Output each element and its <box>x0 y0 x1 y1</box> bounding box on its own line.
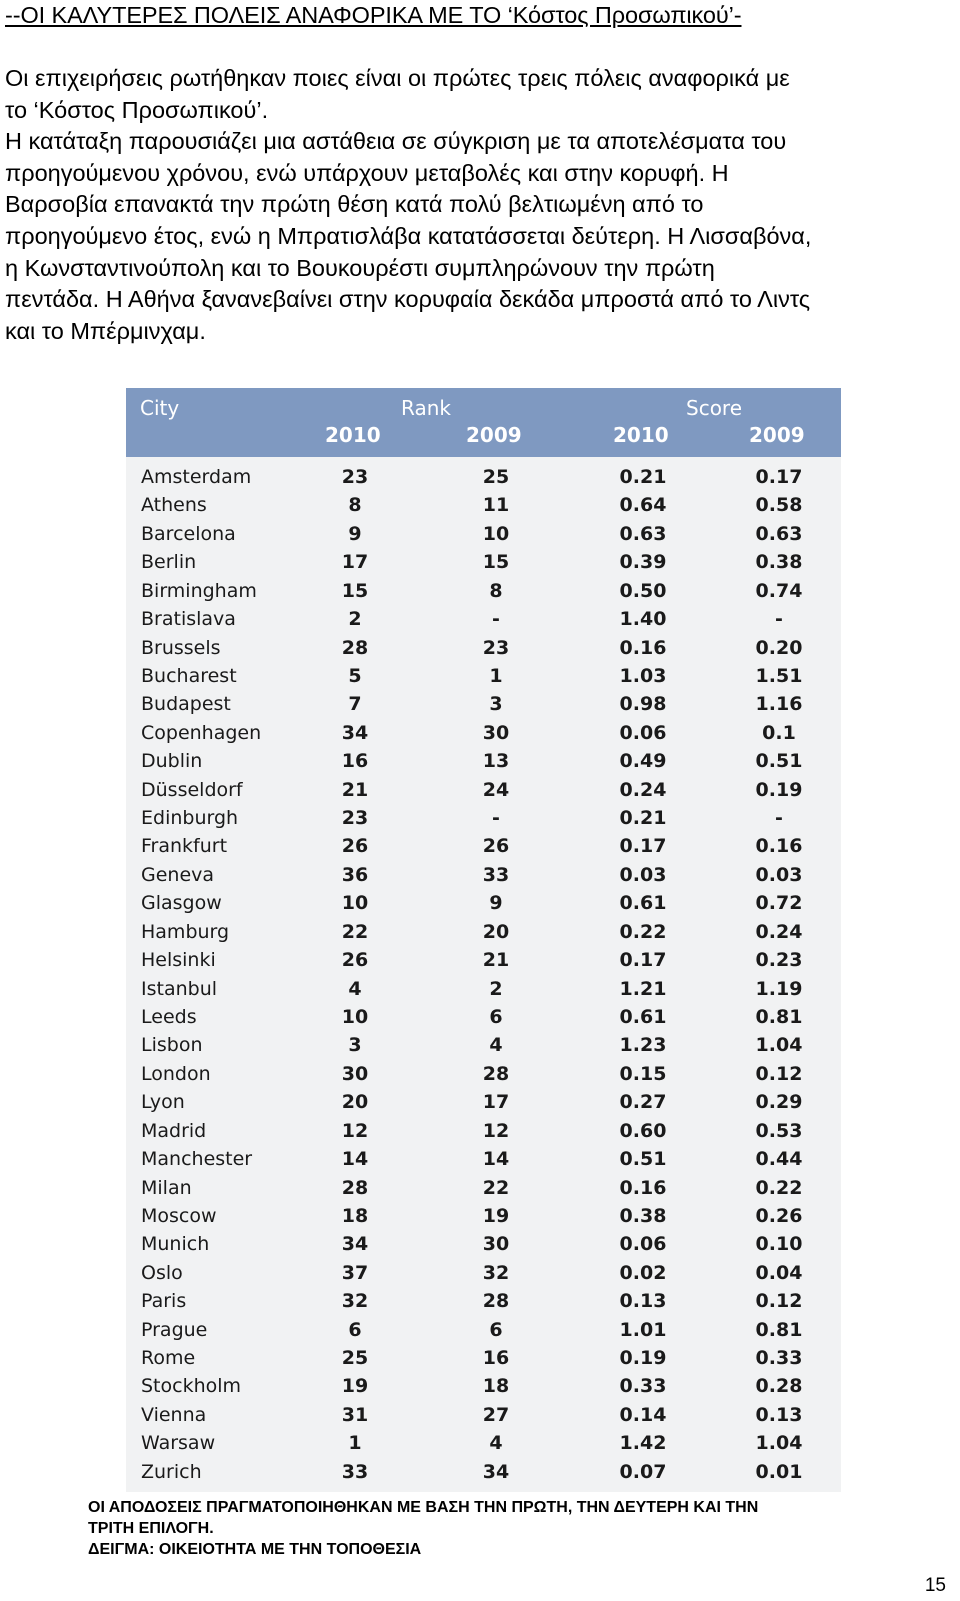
cell-score-2009: 0.04 <box>755 1261 803 1284</box>
cell-city: Edinburgh <box>141 807 239 830</box>
table-row <box>126 634 841 662</box>
cell-city: Prague <box>141 1318 208 1341</box>
cell-city: Budapest <box>141 693 231 716</box>
cell-score-2010: 0.38 <box>619 1204 667 1227</box>
cell-city: Istanbul <box>141 977 218 1000</box>
paragraph-line: προηγούμενο έτος, ενώ η Μπρατισλάβα κατατάσσεται δεύτερη. Η Λισσαβόνα, <box>5 222 812 249</box>
cell-score-2009: 0.23 <box>755 949 803 972</box>
cell-rank-2010: 31 <box>341 1403 369 1426</box>
cell-city: Berlin <box>141 551 197 574</box>
cell-score-2010: 0.06 <box>619 1233 667 1256</box>
cell-score-2010: 0.15 <box>619 1062 667 1085</box>
cell-score-2009: - <box>775 807 783 830</box>
table-row <box>126 1458 841 1486</box>
cell-score-2009: 1.51 <box>755 664 803 687</box>
cell-rank-2009: 27 <box>482 1403 510 1426</box>
cell-rank-2010: 26 <box>341 949 369 972</box>
cell-city: Amsterdam <box>141 466 252 488</box>
table-row <box>126 1117 841 1145</box>
cell-rank-2009: 8 <box>489 579 503 602</box>
cell-score-2010: 1.21 <box>619 977 667 1000</box>
table-row <box>126 577 841 605</box>
cell-city: Bratislava <box>141 608 236 631</box>
cell-score-2010: 1.42 <box>619 1432 667 1455</box>
cell-score-2010: 0.22 <box>619 920 667 943</box>
cell-city: Brussels <box>141 636 221 659</box>
cell-city: Birmingham <box>141 579 257 602</box>
cell-city: Copenhagen <box>141 721 262 744</box>
cell-score-2009: 0.53 <box>755 1119 803 1142</box>
cell-rank-2009: 34 <box>482 1460 510 1483</box>
cell-rank-2010: 36 <box>341 863 369 886</box>
cell-rank-2010: 9 <box>348 522 362 545</box>
table-row <box>126 1401 841 1429</box>
cell-score-2010: 0.16 <box>619 1176 667 1199</box>
table-row <box>126 1230 841 1258</box>
cell-score-2009: 0.26 <box>755 1204 803 1227</box>
cell-city: London <box>141 1062 211 1085</box>
paragraph-line: Βαρσοβία επανακτά την πρώτη θέση κατά πολύ βελτιωμένη από το <box>5 191 704 218</box>
cell-rank-2009: 20 <box>482 920 510 943</box>
cell-score-2010: 0.17 <box>619 835 667 858</box>
page-number: 15 <box>924 1575 946 1596</box>
page-heading: --ΟΙ ΚΑΛΥΤΕΡΕΣ ΠΟΛΕΙΣ ΑΝΑΦΟΡΙΚΑ ΜΕ ΤΟ ‘Κόστος Προσωπικού’- <box>5 2 742 28</box>
cell-score-2009: 0.03 <box>755 863 803 886</box>
cell-rank-2009: 10 <box>482 522 510 545</box>
table-row <box>126 1202 841 1230</box>
cell-rank-2010: 32 <box>341 1290 369 1313</box>
cell-rank-2010: 17 <box>341 551 369 574</box>
cell-score-2009: 0.13 <box>755 1403 803 1426</box>
table-row <box>126 1372 841 1400</box>
table-row <box>126 1031 841 1059</box>
table-row <box>126 918 841 946</box>
cell-city: Madrid <box>141 1119 207 1142</box>
table-row <box>126 1174 841 1202</box>
footer-note <box>88 1497 928 1560</box>
table-row <box>126 747 841 775</box>
cell-rank-2009: 28 <box>482 1290 510 1313</box>
cell-rank-2010: 18 <box>341 1204 369 1227</box>
cell-rank-2009: - <box>492 807 500 830</box>
cell-city: Paris <box>141 1290 187 1313</box>
cell-city: Glasgow <box>141 892 222 915</box>
cell-score-2009: 0.51 <box>755 750 803 773</box>
table-row <box>126 975 841 1003</box>
cell-score-2010: 0.06 <box>619 721 667 744</box>
cell-score-2009: 0.81 <box>755 1318 803 1341</box>
cell-score-2010: 0.33 <box>619 1375 667 1398</box>
cell-rank-2009: 28 <box>482 1062 510 1085</box>
table-row <box>126 662 841 690</box>
cell-rank-2010: 20 <box>341 1091 369 1114</box>
cell-score-2010: 0.61 <box>619 892 667 915</box>
cell-score-2009: 0.58 <box>755 494 803 517</box>
cell-rank-2009: 16 <box>482 1347 510 1370</box>
cell-rank-2009: 32 <box>482 1261 510 1284</box>
table-row <box>126 520 841 548</box>
cell-score-2009: - <box>775 608 783 631</box>
table-row <box>126 1060 841 1088</box>
cell-score-2010: 0.19 <box>619 1347 667 1370</box>
cell-city: Frankfurt <box>141 835 228 858</box>
intro-paragraph <box>5 63 955 347</box>
cell-city: Hamburg <box>141 920 230 943</box>
cell-rank-2010: 22 <box>341 920 369 943</box>
cell-rank-2009: 15 <box>482 551 510 574</box>
table-row <box>126 1003 841 1031</box>
cell-score-2009: 0.16 <box>755 835 803 858</box>
cell-score-2010: 0.24 <box>619 778 667 801</box>
cell-city: Leeds <box>141 1005 197 1028</box>
header-city: City <box>140 396 180 420</box>
cell-city: Stockholm <box>141 1375 242 1398</box>
table-row <box>126 804 841 832</box>
cell-score-2009: 0.63 <box>755 522 803 545</box>
cell-score-2009: 0.20 <box>755 636 803 659</box>
table-row <box>126 1145 841 1173</box>
cell-city: Milan <box>141 1176 192 1199</box>
cell-rank-2009: 4 <box>489 1034 503 1057</box>
cell-city: Athens <box>141 494 207 517</box>
header-score-2009: 2009 <box>749 423 805 447</box>
cell-score-2010: 0.02 <box>619 1261 667 1284</box>
cell-score-2010: 0.14 <box>619 1403 667 1426</box>
city-ranking-table <box>126 388 841 1492</box>
cell-score-2010: 0.98 <box>619 693 667 716</box>
table-row <box>126 1287 841 1315</box>
cell-score-2009: 0.22 <box>755 1176 803 1199</box>
cell-rank-2010: 4 <box>348 977 362 1000</box>
cell-city: Dublin <box>141 750 203 773</box>
cell-city: Düsseldorf <box>141 778 243 801</box>
cell-score-2009: 0.1 <box>762 721 796 744</box>
header-rank-2010: 2010 <box>325 423 381 447</box>
cell-score-2010: 0.64 <box>619 494 667 517</box>
cell-score-2010: 0.21 <box>619 807 667 830</box>
paragraph-line: η Κωνσταντινούπολη και το Βουκουρέστι συμπληρώνουν την πρώτη <box>5 254 715 281</box>
cell-score-2010: 0.03 <box>619 863 667 886</box>
cell-score-2009: 0.12 <box>755 1062 803 1085</box>
paragraph-line: το ‘Κόστος Προσωπικού’. <box>5 96 269 123</box>
cell-rank-2010: 28 <box>341 636 369 659</box>
cell-score-2010: 0.51 <box>619 1148 667 1171</box>
cell-rank-2009: 21 <box>482 949 510 972</box>
table-row <box>126 605 841 633</box>
cell-city: Rome <box>141 1347 196 1370</box>
cell-rank-2010: 10 <box>341 892 369 915</box>
cell-score-2010: 0.17 <box>619 949 667 972</box>
cell-score-2009: 0.72 <box>755 892 803 915</box>
table-row <box>126 946 841 974</box>
cell-rank-2010: 34 <box>341 1233 369 1256</box>
cell-score-2009: 0.81 <box>755 1005 803 1028</box>
cell-score-2010: 0.63 <box>619 522 667 545</box>
cell-rank-2009: 19 <box>482 1204 510 1227</box>
footer-sample-line: ΔΕΙΓΜΑ: ΟΙΚΕΙΟΤΗΤΑ ΜΕ ΤΗΝ ΤΟΠΟΘΕΣΙΑ <box>88 1541 422 1558</box>
cell-score-2009: 0.24 <box>755 920 803 943</box>
cell-rank-2009: 22 <box>482 1176 510 1199</box>
cell-score-2009: 0.38 <box>755 551 803 574</box>
cell-rank-2010: 14 <box>341 1148 369 1171</box>
cell-rank-2009: 11 <box>482 494 510 517</box>
cell-score-2009: 0.12 <box>755 1290 803 1313</box>
cell-city: Warsaw <box>141 1432 216 1455</box>
cell-city: Lyon <box>141 1091 185 1114</box>
cell-city: Barcelona <box>141 522 236 545</box>
table-row <box>126 889 841 917</box>
cell-rank-2009: 13 <box>482 750 510 773</box>
paragraph-line: Οι επιχειρήσεις ρωτήθηκαν ποιες είναι οι πρώτες τρεις πόλεις αναφορικά με <box>5 65 790 91</box>
cell-rank-2009: 6 <box>489 1318 503 1341</box>
cell-score-2009: 0.29 <box>755 1091 803 1114</box>
table-row <box>126 491 841 519</box>
cell-city: Manchester <box>141 1148 253 1171</box>
cell-rank-2010: 8 <box>348 494 362 517</box>
paragraph-line: και το Μπέρμινχαμ. <box>5 317 206 344</box>
cell-rank-2010: 12 <box>341 1119 369 1142</box>
cell-rank-2009: 25 <box>482 466 510 488</box>
cell-rank-2010: 5 <box>348 664 362 687</box>
cell-score-2009: 0.33 <box>755 1347 803 1370</box>
cell-score-2010: 1.40 <box>619 608 667 631</box>
table-row <box>126 1344 841 1372</box>
cell-rank-2010: 37 <box>341 1261 369 1284</box>
cell-rank-2010: 23 <box>341 807 369 830</box>
header-score: Score <box>686 396 743 420</box>
cell-score-2009: 1.04 <box>755 1034 803 1057</box>
cell-score-2010: 0.27 <box>619 1091 667 1114</box>
cell-score-2009: 1.16 <box>755 693 803 716</box>
cell-rank-2010: 30 <box>341 1062 369 1085</box>
cell-rank-2010: 3 <box>348 1034 362 1057</box>
cell-score-2009: 0.17 <box>755 466 803 488</box>
cell-score-2010: 1.03 <box>619 664 667 687</box>
cell-rank-2009: 6 <box>489 1005 503 1028</box>
cell-rank-2010: 21 <box>341 778 369 801</box>
cell-city: Oslo <box>141 1261 183 1284</box>
cell-score-2009: 0.19 <box>755 778 803 801</box>
cell-rank-2010: 16 <box>341 750 369 773</box>
cell-score-2010: 0.13 <box>619 1290 667 1313</box>
cell-rank-2010: 2 <box>348 608 362 631</box>
cell-city: Moscow <box>141 1204 217 1227</box>
cell-rank-2010: 23 <box>341 466 369 488</box>
cell-rank-2010: 10 <box>341 1005 369 1028</box>
cell-rank-2010: 25 <box>341 1347 369 1370</box>
cell-score-2010: 0.50 <box>619 579 667 602</box>
cell-city: Vienna <box>141 1403 207 1426</box>
cell-rank-2009: 26 <box>482 835 510 858</box>
table-row <box>126 463 841 491</box>
header-rank-2009: 2009 <box>466 423 522 447</box>
table-row <box>126 548 841 576</box>
cell-score-2009: 1.04 <box>755 1432 803 1455</box>
cell-rank-2010: 19 <box>341 1375 369 1398</box>
paragraph-line: προηγούμενου χρόνου, ενώ υπάρχουν μεταβολές και στην κορυφή. Η <box>5 159 729 186</box>
cell-score-2010: 0.39 <box>619 551 667 574</box>
cell-score-2009: 0.74 <box>755 579 803 602</box>
table-row <box>126 832 841 860</box>
cell-score-2010: 1.01 <box>619 1318 667 1341</box>
cell-rank-2010: 6 <box>348 1318 362 1341</box>
header-rank: Rank <box>401 396 451 420</box>
table-row <box>126 1088 841 1116</box>
cell-rank-2010: 34 <box>341 721 369 744</box>
cell-score-2009: 0.28 <box>755 1375 803 1398</box>
cell-score-2009: 0.01 <box>755 1460 803 1483</box>
cell-rank-2009: 9 <box>489 892 503 915</box>
cell-city: Helsinki <box>141 949 216 972</box>
cell-score-2010: 0.21 <box>619 466 667 488</box>
cell-rank-2009: 1 <box>489 664 503 687</box>
cell-rank-2010: 26 <box>341 835 369 858</box>
cell-rank-2009: 24 <box>482 778 510 801</box>
cell-city: Lisbon <box>141 1034 203 1057</box>
table-row <box>126 1429 841 1457</box>
cell-rank-2009: 3 <box>489 693 503 716</box>
cell-score-2010: 0.07 <box>619 1460 667 1483</box>
cell-score-2009: 0.44 <box>755 1148 803 1171</box>
paragraph-line: πεντάδα. Η Αθήνα ξανανεβαίνει στην κορυφαία δεκάδα μπροστά από το Λιντς <box>5 286 811 313</box>
footer-line: ΤΡΙΤΗ ΕΠΙΛΟΓΗ. <box>88 1520 214 1537</box>
cell-city: Bucharest <box>141 664 237 687</box>
cell-rank-2009: 12 <box>482 1119 510 1142</box>
cell-score-2010: 0.49 <box>619 750 667 773</box>
cell-rank-2010: 7 <box>348 693 362 716</box>
table-header <box>126 388 841 457</box>
cell-score-2010: 0.16 <box>619 636 667 659</box>
cell-rank-2009: 30 <box>482 1233 510 1256</box>
cell-rank-2009: 17 <box>482 1091 510 1114</box>
cell-city: Geneva <box>141 863 215 886</box>
cell-score-2010: 0.61 <box>619 1005 667 1028</box>
cell-city: Munich <box>141 1233 210 1256</box>
paragraph-line: Η κατάταξη παρουσιάζει μια αστάθεια σε σύγκριση με τα αποτελέσματα του <box>5 128 787 155</box>
cell-score-2010: 1.23 <box>619 1034 667 1057</box>
table-row <box>126 690 841 718</box>
table-row <box>126 1316 841 1344</box>
cell-city: Zurich <box>141 1460 202 1483</box>
cell-rank-2009: 30 <box>482 721 510 744</box>
cell-rank-2010: 1 <box>348 1432 362 1455</box>
cell-rank-2010: 28 <box>341 1176 369 1199</box>
cell-rank-2010: 33 <box>341 1460 369 1483</box>
cell-rank-2009: 23 <box>482 636 510 659</box>
table-row <box>126 719 841 747</box>
header-score-2010: 2010 <box>613 423 669 447</box>
cell-rank-2009: 4 <box>489 1432 503 1455</box>
cell-rank-2010: 15 <box>341 579 369 602</box>
cell-score-2009: 0.10 <box>755 1233 803 1256</box>
footer-line: ΟΙ ΑΠΟΔΟΣΕΙΣ ΠΡΑΓΜΑΤΟΠΟΙΗΘΗΚΑΝ ΜΕ ΒΑΣΗ ΤΗΝ ΠΡΩΤΗ, ΤΗΝ ΔΕΥΤΕΡΗ ΚΑΙ ΤΗΝ <box>88 1499 759 1516</box>
cell-rank-2009: 14 <box>482 1148 510 1171</box>
table-row <box>126 861 841 889</box>
cell-rank-2009: 18 <box>482 1375 510 1398</box>
cell-rank-2009: 2 <box>489 977 503 1000</box>
cell-rank-2009: - <box>492 608 500 631</box>
cell-score-2010: 0.60 <box>619 1119 667 1142</box>
table-row <box>126 1259 841 1287</box>
cell-score-2009: 1.19 <box>755 977 803 1000</box>
cell-rank-2009: 33 <box>482 863 510 886</box>
table-row <box>126 776 841 804</box>
